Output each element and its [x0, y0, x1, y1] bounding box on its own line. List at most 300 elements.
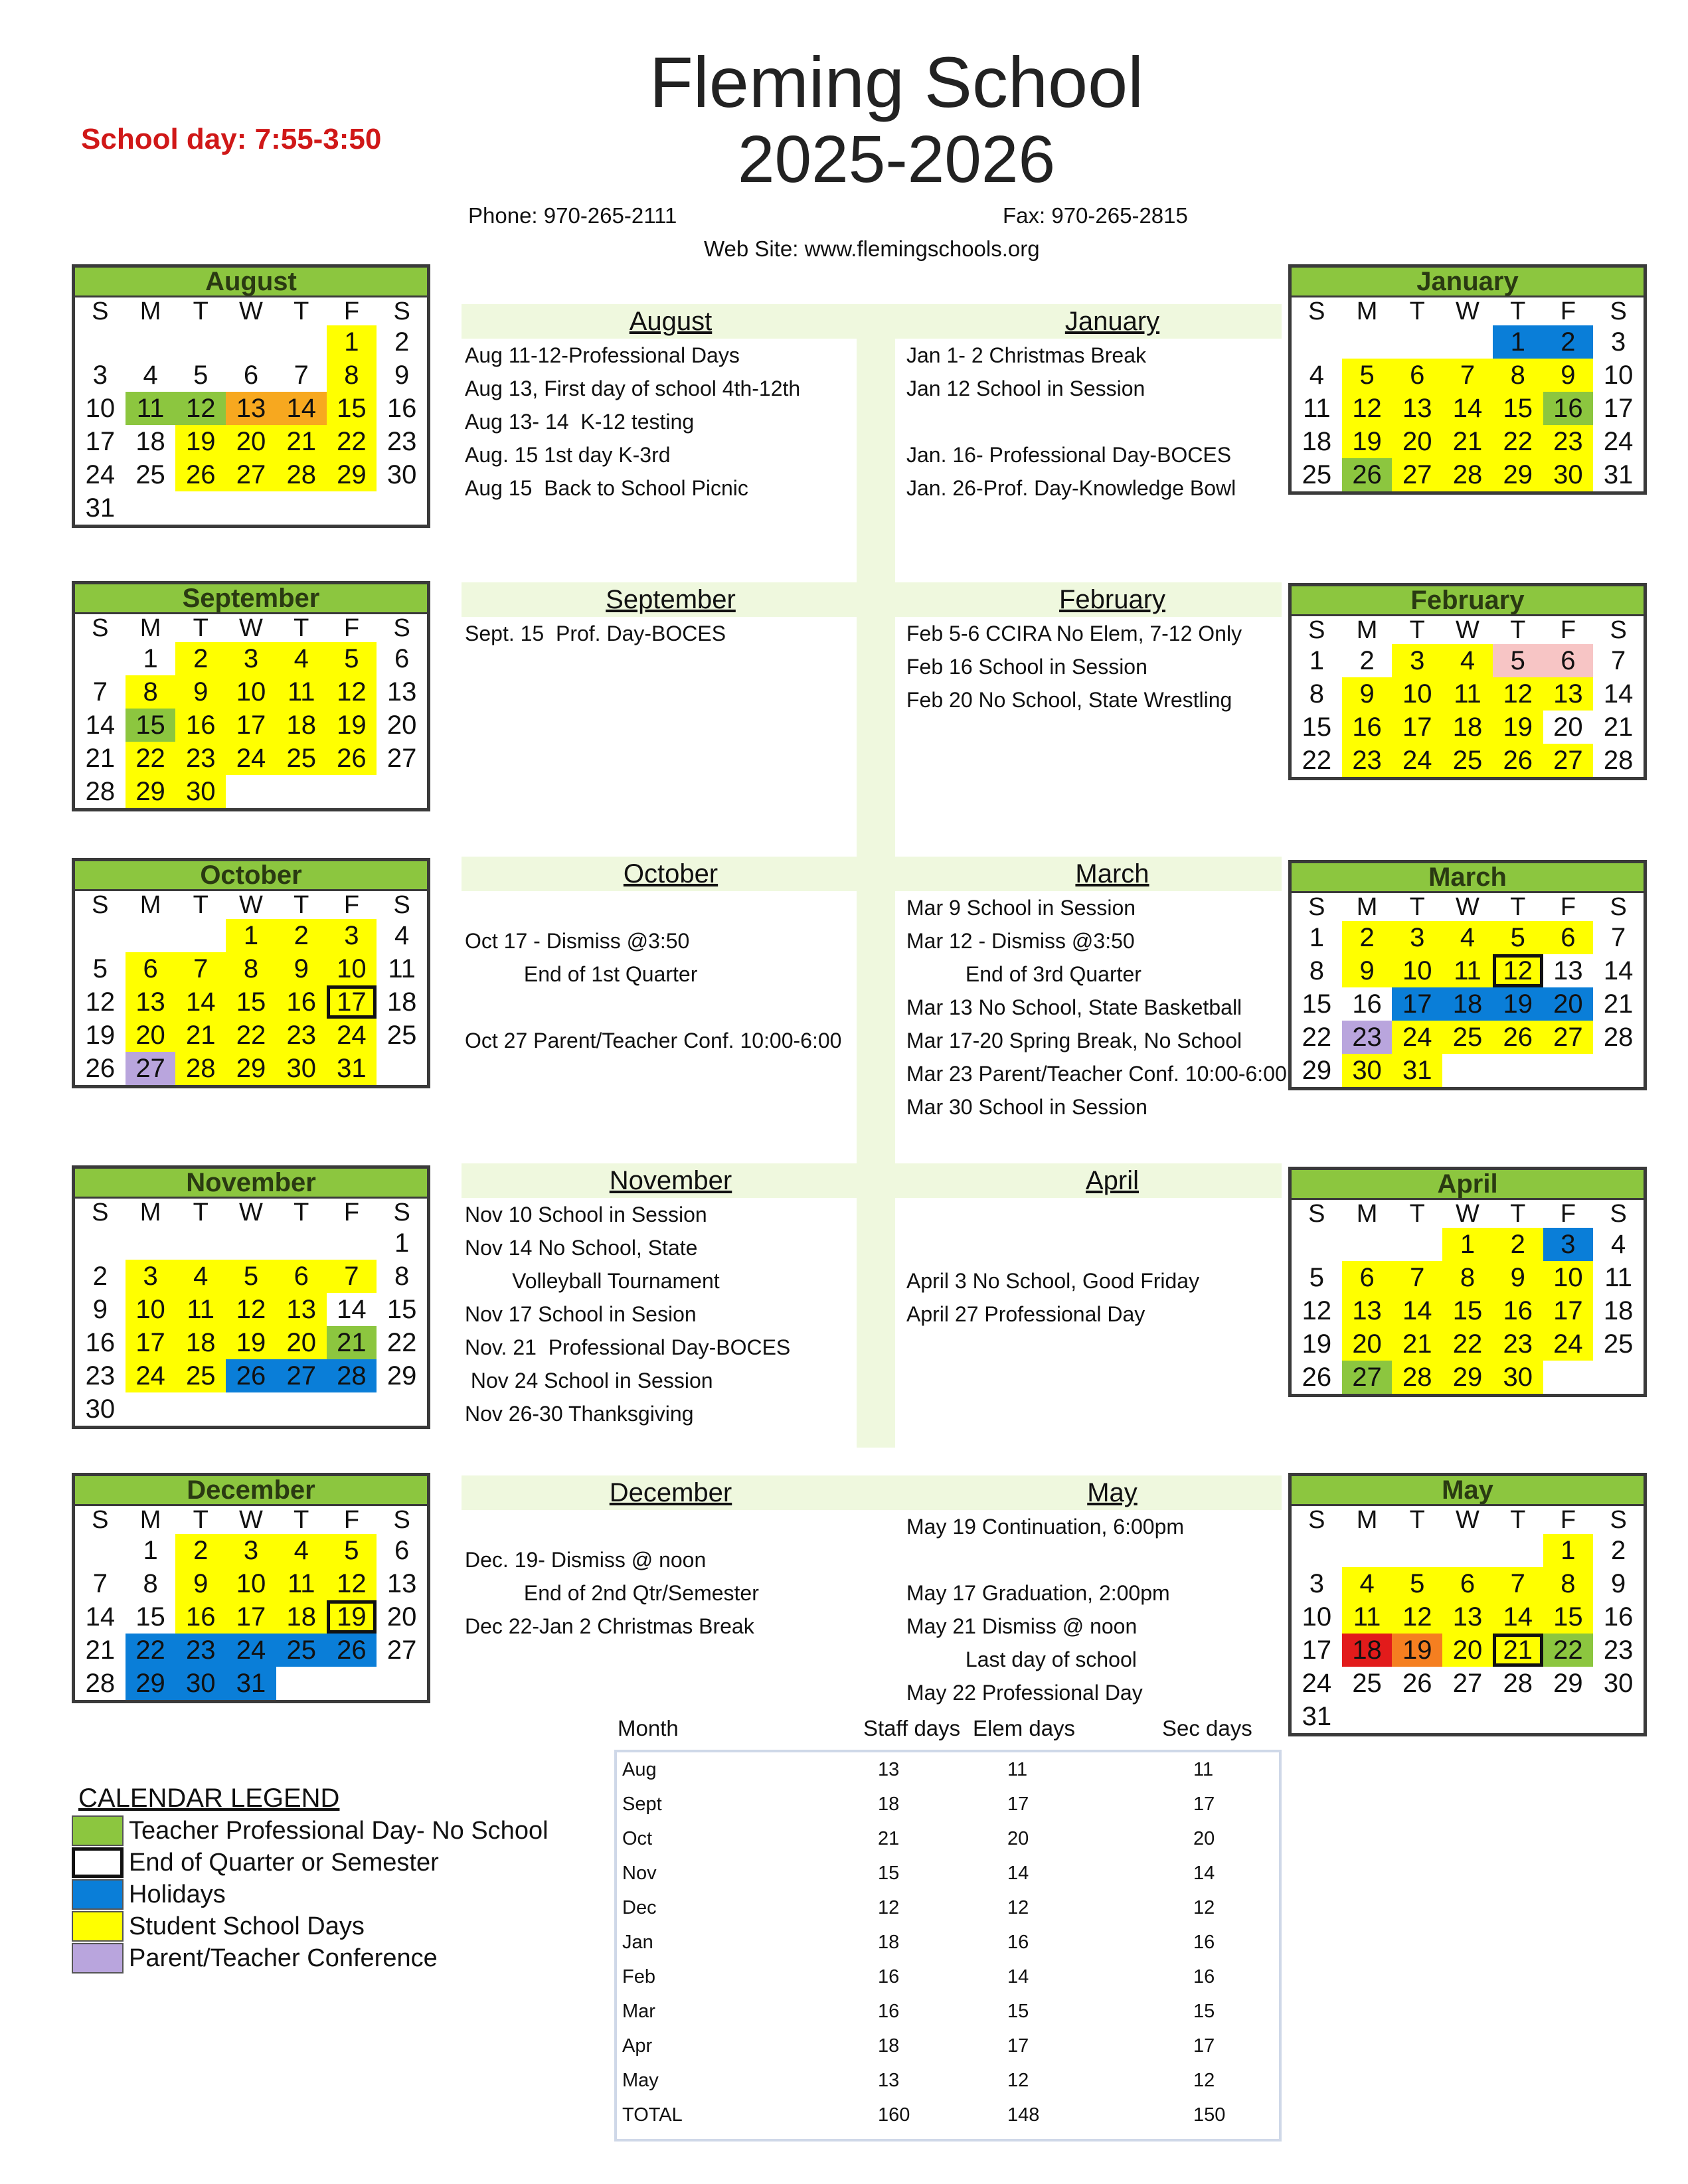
empty-day [175, 919, 226, 952]
day-cell: 18 [1603, 1296, 1634, 1325]
day-cell: 24 [327, 1019, 377, 1052]
event-line [906, 1231, 1318, 1264]
day-cell: 7 [1442, 359, 1493, 392]
table-cell: 15 [1007, 2001, 1029, 2022]
day-grid [75, 1199, 427, 1426]
day-cell: 1 [1309, 646, 1324, 675]
day-cell: 30 [386, 460, 417, 489]
weekday-header: W [239, 297, 263, 325]
day-cell: 17 [1302, 1636, 1332, 1665]
weekday-header: S [1308, 1506, 1325, 1534]
weekday-header: M [139, 1506, 161, 1534]
day-cell: 24 [226, 1634, 276, 1667]
day-cell: 21 [1392, 1327, 1442, 1361]
table-cell: 14 [1007, 1863, 1029, 1884]
table-cell: 16 [878, 2001, 900, 2022]
outlined-box-icon [72, 1847, 124, 1878]
day-cell: 17 [126, 1326, 176, 1359]
day-cell: 1 [394, 1228, 410, 1258]
day-cell: 21 [85, 1636, 116, 1665]
weekday-header: T [294, 1506, 309, 1534]
day-cell: 6 [126, 952, 176, 985]
event-line: Mar 12 - Dismiss @3:50 [906, 929, 1135, 953]
event-line: May 19 Continuation, 6:00pm [906, 1515, 1185, 1539]
table-cell: 20 [1007, 1828, 1029, 1849]
table-cell: 148 [1007, 2104, 1040, 2126]
day-cell: 5 [1342, 359, 1393, 392]
day-cell: 1 [1543, 1534, 1594, 1567]
day-cell: 27 [1543, 744, 1594, 777]
day-cell: 8 [1543, 1567, 1594, 1600]
table-cell: 14 [1007, 1966, 1029, 1987]
day-cell: 9 [175, 1567, 226, 1600]
day-cell: 2 [175, 1534, 226, 1567]
event-line [906, 405, 1318, 438]
day-cell: 6 [1392, 359, 1442, 392]
table-cell: May [622, 2070, 659, 2091]
day-cell: 28 [85, 777, 116, 806]
day-cell: 30 [85, 1394, 116, 1424]
day-cell: 29 [1553, 1669, 1583, 1698]
day-cell: 15 [327, 392, 377, 425]
day-count-table [614, 1750, 1282, 2142]
day-grid [1292, 616, 1644, 777]
day-cell: 11 [1342, 1600, 1393, 1634]
event-line [465, 891, 877, 924]
day-cell: 15 [126, 709, 176, 742]
event-line: Volleyball Tournament [465, 1269, 720, 1293]
empty-day [1392, 325, 1442, 359]
page-title: Fleming School [649, 42, 1144, 122]
day-cell: 2 [1611, 1536, 1626, 1565]
legend-title: CALENDAR LEGEND [78, 1784, 340, 1813]
day-cell: 4 [143, 361, 158, 390]
day-cell: 28 [1392, 1361, 1442, 1394]
day-cell: 20 [1342, 1327, 1393, 1361]
weekday-header: S [1610, 893, 1627, 921]
day-cell: 6 [1442, 1567, 1493, 1600]
day-cell: 24 [1392, 1021, 1442, 1054]
day-cell: 3 [126, 1260, 176, 1293]
event-line: Last day of school [906, 1647, 1137, 1671]
day-cell: 17 [226, 1600, 276, 1634]
empty-day [276, 1226, 327, 1260]
day-cell: 16 [1342, 711, 1393, 744]
day-cell: 2 [1342, 921, 1393, 954]
day-cell: 13 [386, 1569, 417, 1598]
day-cell: 12 [1342, 392, 1393, 425]
weekday-header: M [139, 614, 161, 642]
day-cell: 12 [226, 1293, 276, 1326]
day-cell: 25 [1352, 1669, 1382, 1698]
day-cell: 23 [1543, 425, 1594, 458]
day-cell: 6 [1342, 1261, 1393, 1294]
empty-day [1493, 1534, 1543, 1567]
day-cell: 24 [1392, 744, 1442, 777]
day-cell: 18 [175, 1326, 226, 1359]
calendar-february [1288, 583, 1647, 780]
weekday-header: S [393, 1506, 410, 1534]
weekday-header: T [1510, 616, 1526, 644]
day-cell: 30 [175, 775, 226, 808]
legend-label: Student School Days [129, 1912, 365, 1940]
weekday-header: T [1409, 1506, 1425, 1534]
col-sec-days: Sec days [1162, 1716, 1252, 1740]
legend-item [72, 1943, 438, 1974]
day-cell: 13 [226, 392, 276, 425]
day-cell: 21 [1442, 425, 1493, 458]
day-cell: 27 [226, 458, 276, 491]
event-line: End of 3rd Quarter [906, 962, 1141, 986]
day-cell: 20 [226, 425, 276, 458]
table-cell: Nov [622, 1863, 657, 1884]
event-month-heading: March [1075, 859, 1149, 888]
phone-number: Phone: 970-265-2111 [468, 203, 677, 228]
event-line: Aug 11-12-Professional Days [465, 343, 740, 367]
day-cell: 1 [1442, 1228, 1493, 1261]
day-cell: 10 [1543, 1261, 1594, 1294]
day-cell: 8 [126, 675, 176, 709]
day-cell: 9 [1493, 1261, 1543, 1294]
event-line: Nov 10 School in Session [465, 1203, 707, 1226]
weekday-header: T [1409, 297, 1425, 325]
table-cell: Sept [622, 1794, 662, 1815]
table-cell: Apr [622, 2035, 653, 2057]
day-cell: 11 [388, 954, 416, 983]
empty-day [1442, 325, 1493, 359]
weekday-header: S [92, 297, 109, 325]
day-cell: 28 [175, 1052, 226, 1085]
day-cell: 11 [1442, 677, 1493, 711]
day-cell: 17 [1603, 394, 1634, 423]
table-cell: 17 [1007, 2035, 1029, 2057]
day-cell: 2 [276, 919, 327, 952]
event-line: Feb 16 School in Session [906, 655, 1147, 679]
day-cell: 31 [327, 1052, 377, 1085]
legend-label: Teacher Professional Day- No School [129, 1816, 549, 1845]
day-cell: 26 [1493, 744, 1543, 777]
day-cell: 6 [394, 1536, 410, 1565]
event-line: Nov. 21 Professional Day-BOCES [465, 1335, 791, 1359]
table-cell: 16 [878, 1966, 900, 1987]
table-cell: 12 [878, 1897, 900, 1918]
table-cell: 11 [1007, 1759, 1028, 1780]
event-line: Mar 23 Parent/Teacher Conf. 10:00-6:00 [906, 1062, 1287, 1086]
day-cell: 7 [1392, 1261, 1442, 1294]
event-line: Oct 17 - Dismiss @3:50 [465, 929, 690, 953]
month-name: February [1292, 586, 1644, 616]
event-line: Jan 1- 2 Christmas Break [906, 343, 1147, 367]
day-cell: 16 [175, 709, 226, 742]
day-cell: 23 [175, 1634, 226, 1667]
day-cell: 28 [1503, 1669, 1533, 1698]
empty-day [1342, 325, 1393, 359]
table-cell: Oct [622, 1828, 653, 1849]
event-line: Mar 30 School in Session [906, 1095, 1147, 1119]
school-year: 2025-2026 [737, 122, 1056, 197]
event-month-heading: November [609, 1166, 732, 1195]
weekday-header: T [1510, 1200, 1526, 1228]
day-cell: 9 [1611, 1569, 1626, 1598]
events-august [465, 304, 877, 505]
day-cell: 7 [294, 361, 309, 390]
day-cell: 20 [1442, 1634, 1493, 1667]
fax-number: Fax: 970-265-2815 [1003, 203, 1188, 228]
day-cell: 11 [1604, 1263, 1632, 1292]
day-cell: 13 [386, 677, 417, 707]
day-cell: 10 [1392, 677, 1442, 711]
weekday-header: F [343, 614, 360, 642]
day-cell: 7 [1611, 646, 1626, 675]
day-cell: 16 [1603, 1602, 1634, 1632]
table-cell: Jan [622, 1932, 653, 1953]
day-cell: 24 [85, 460, 116, 489]
day-cell: 6 [276, 1260, 327, 1293]
event-line: April 3 No School, Good Friday [906, 1269, 1200, 1293]
day-cell: 27 [386, 744, 417, 773]
legend-item [72, 1879, 226, 1910]
weekday-header: M [1356, 1506, 1378, 1534]
day-cell: 2 [92, 1262, 108, 1291]
weekday-header: T [1409, 1200, 1425, 1228]
event-line: Dec 22-Jan 2 Christmas Break [465, 1614, 754, 1638]
table-cell: 12 [1007, 1897, 1029, 1918]
day-cell: 16 [85, 1328, 116, 1357]
weekday-header: T [1510, 893, 1526, 921]
weekday-header: F [1560, 297, 1576, 325]
event-month-heading: April [1085, 1166, 1139, 1195]
day-cell: 28 [85, 1669, 116, 1698]
weekday-header: F [343, 1506, 360, 1534]
weekday-header: W [1456, 1506, 1479, 1534]
event-line: Aug 13, First day of school 4th-12th [465, 377, 801, 400]
day-cell: 27 [276, 1359, 327, 1392]
day-cell: 29 [226, 1052, 276, 1085]
weekday-header: M [139, 891, 161, 919]
empty-day [75, 1534, 126, 1567]
day-cell: 4 [276, 1534, 327, 1567]
day-cell: 6 [394, 644, 410, 673]
day-cell: 4 [394, 921, 410, 950]
day-grid [1292, 1506, 1644, 1733]
event-line: Sept. 15 Prof. Day-BOCES [465, 622, 726, 645]
day-cell: 31 [1392, 1054, 1442, 1087]
day-cell: 5 [1493, 644, 1543, 677]
weekday-header: T [294, 614, 309, 642]
day-cell: 8 [1309, 679, 1324, 709]
event-month-heading: December [609, 1478, 732, 1507]
weekday-header: F [1560, 1506, 1576, 1534]
weekday-header: F [343, 891, 360, 919]
day-cell: 13 [1543, 677, 1594, 711]
day-cell: 5 [327, 1534, 377, 1567]
event-line: Mar 9 School in Session [906, 896, 1136, 920]
day-cell: 21 [85, 744, 116, 773]
day-cell: 25 [1442, 1021, 1493, 1054]
day-cell: 5 [1309, 1263, 1324, 1292]
day-cell: 9 [1342, 677, 1393, 711]
event-line: May 17 Graduation, 2:00pm [906, 1581, 1170, 1605]
table-cell: Aug [622, 1759, 657, 1780]
day-cell: 25 [276, 1634, 327, 1667]
day-cell: 1 [143, 1536, 158, 1565]
day-cell: 8 [394, 1262, 410, 1291]
table-cell: 16 [1193, 1966, 1215, 1987]
weekday-header: T [193, 297, 209, 325]
weekday-header: S [1610, 297, 1627, 325]
weekday-header: S [393, 891, 410, 919]
day-cell: 25 [276, 742, 327, 775]
day-cell: 12 [1493, 677, 1543, 711]
event-line: Feb 20 No School, State Wrestling [906, 688, 1232, 712]
table-cell: 20 [1193, 1828, 1215, 1849]
day-cell: 15 [1442, 1294, 1493, 1327]
day-cell: 24 [1302, 1669, 1332, 1698]
weekday-header: T [193, 891, 209, 919]
empty-day [226, 325, 276, 359]
empty-day [75, 1226, 126, 1260]
empty-day [75, 642, 126, 675]
weekday-header: F [1560, 616, 1576, 644]
legend-item [72, 1911, 365, 1942]
day-cell: 4 [1611, 1230, 1626, 1259]
legend-label: Parent/Teacher Conference [129, 1944, 438, 1972]
weekday-header: W [239, 1506, 263, 1534]
month-name: January [1292, 268, 1644, 297]
day-cell: 19 [175, 425, 226, 458]
day-cell: 30 [1493, 1361, 1543, 1394]
day-cell: 26 [85, 1054, 116, 1083]
month-name: August [75, 268, 427, 297]
day-cell: 20 [126, 1019, 176, 1052]
table-cell: TOTAL [622, 2104, 683, 2126]
day-cell: 3 [1309, 1569, 1324, 1598]
weekday-header: T [193, 614, 209, 642]
day-cell: 28 [327, 1359, 377, 1392]
event-month-heading: September [606, 585, 736, 614]
day-cell: 2 [1543, 325, 1594, 359]
table-cell: 18 [878, 2035, 900, 2057]
weekday-header: W [1456, 893, 1479, 921]
day-cell: 19 [1493, 711, 1543, 744]
table-cell: 16 [1007, 1932, 1029, 1953]
day-count-header [618, 1716, 1308, 1749]
day-cell: 9 [1543, 359, 1594, 392]
calendar-april [1288, 1167, 1647, 1397]
day-cell: 6 [1543, 644, 1594, 677]
day-cell: 12 [1392, 1600, 1442, 1634]
day-cell: 28 [1442, 458, 1493, 491]
day-cell: 3 [1611, 327, 1626, 357]
day-cell: 7 [1611, 923, 1626, 952]
legend-item [72, 1847, 439, 1878]
day-cell: 23 [1603, 1636, 1634, 1665]
day-grid [1292, 1200, 1644, 1394]
day-cell: 24 [1543, 1327, 1594, 1361]
day-cell: 15 [226, 985, 276, 1019]
day-cell: 14 [1442, 392, 1493, 425]
day-cell: 10 [85, 394, 116, 423]
weekday-header: T [193, 1506, 209, 1534]
day-cell: 10 [1302, 1602, 1332, 1632]
weekday-header: S [1610, 616, 1627, 644]
event-line: Mar 17-20 Spring Break, No School [906, 1029, 1242, 1052]
day-cell: 23 [1342, 1021, 1393, 1054]
day-cell: 11 [1442, 954, 1493, 987]
day-cell: 22 [1302, 746, 1332, 775]
day-cell: 20 [276, 1326, 327, 1359]
day-cell: 26 [1302, 1363, 1332, 1392]
day-cell: 15 [1302, 713, 1332, 742]
event-line: Jan 12 School in Session [906, 377, 1145, 400]
day-cell: 26 [175, 458, 226, 491]
weekday-header: M [1356, 616, 1378, 644]
day-cell: 22 [1442, 1327, 1493, 1361]
month-name: September [75, 584, 427, 614]
day-cell: 21 [327, 1326, 377, 1359]
day-cell: 26 [327, 1634, 377, 1667]
empty-day [126, 1226, 176, 1260]
empty-day [175, 1226, 226, 1260]
day-cell: 20 [386, 711, 417, 740]
day-cell: 5 [327, 642, 377, 675]
day-cell: 14 [85, 1602, 116, 1632]
day-cell: 4 [1342, 1567, 1393, 1600]
event-line: Mar 13 No School, State Basketball [906, 995, 1242, 1019]
table-cell: Dec [622, 1897, 657, 1918]
day-cell: 8 [327, 359, 377, 392]
day-cell: 11 [126, 392, 176, 425]
weekday-header: S [1610, 1506, 1627, 1534]
day-cell: 14 [1603, 956, 1634, 985]
day-cell: 6 [1543, 921, 1594, 954]
empty-day [226, 1226, 276, 1260]
day-cell: 10 [226, 1567, 276, 1600]
legend-label: Holidays [129, 1880, 226, 1908]
weekday-header: F [1560, 1200, 1576, 1228]
day-cell: 8 [226, 952, 276, 985]
day-cell: 20 [1392, 425, 1442, 458]
calendar-october [72, 858, 430, 1088]
day-cell: 18 [386, 987, 417, 1017]
weekday-header: W [1456, 1200, 1479, 1228]
day-cell: 3 [226, 1534, 276, 1567]
month-name: April [1292, 1170, 1644, 1200]
day-cell: 17 [226, 709, 276, 742]
day-cell: 20 [1553, 713, 1583, 742]
table-cell: 17 [1193, 1794, 1215, 1815]
weekday-header: S [92, 891, 109, 919]
day-cell: 7 [175, 952, 226, 985]
day-cell: 16 [386, 394, 417, 423]
day-cell: 16 [276, 985, 327, 1019]
day-cell: 9 [175, 675, 226, 709]
table-cell: Mar [622, 2001, 655, 2022]
day-cell: 29 [1442, 1361, 1493, 1394]
day-cell: 19 [1493, 987, 1543, 1021]
day-cell: 12 [327, 675, 377, 709]
day-grid [75, 1506, 427, 1700]
day-cell: 10 [1392, 954, 1442, 987]
day-cell: 17 [1543, 1294, 1594, 1327]
day-cell: 13 [1442, 1600, 1493, 1634]
weekday-header: F [343, 297, 360, 325]
website[interactable]: Web Site: www.flemingschools.org [704, 236, 1040, 261]
day-cell: 10 [126, 1293, 176, 1326]
day-cell: 13 [1553, 956, 1583, 985]
day-cell: 18 [1442, 711, 1493, 744]
weekday-header: W [1456, 616, 1479, 644]
